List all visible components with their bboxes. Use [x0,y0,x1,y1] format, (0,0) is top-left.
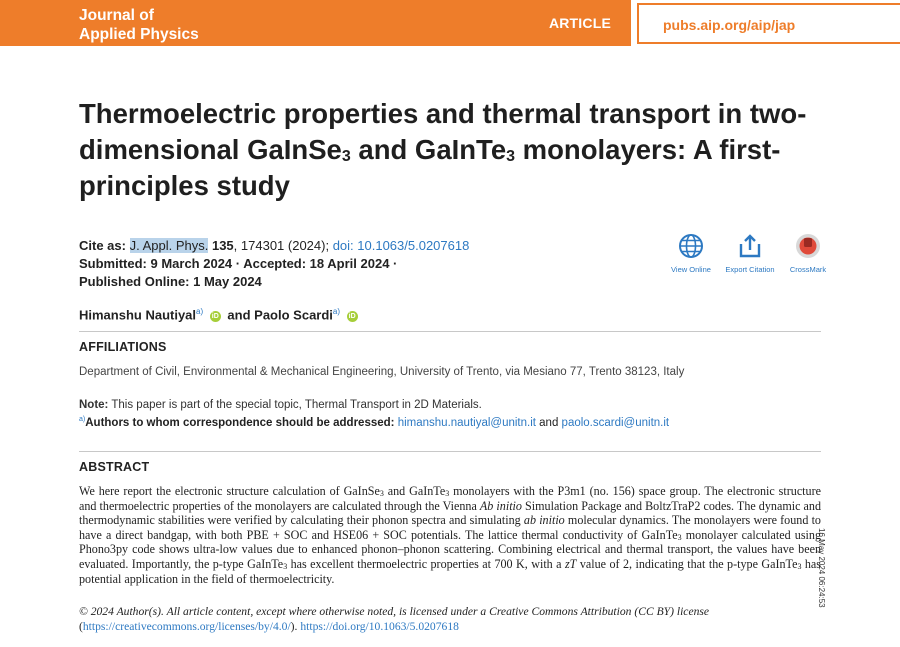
author-name[interactable]: Himanshu Nautiyal [79,307,197,323]
volume: 135 [211,238,234,253]
export-citation-button[interactable]: Export Citation [720,233,780,274]
journal-abbrev: J. Appl. Phys. [129,238,209,253]
publication-date: Published Online: 1 May 2024 [79,274,262,289]
export-icon [737,233,763,259]
author-name[interactable]: Paolo Scardi [254,307,333,323]
email-link[interactable]: himanshu.nautiyal@unitn.it [397,416,536,429]
affiliations-heading: AFFILIATIONS [79,340,167,354]
orcid-icon[interactable]: iD [211,313,219,321]
doi-link[interactable]: doi: 10.1063/5.0207618 [332,238,470,253]
divider [79,451,821,452]
journal-url-box [637,3,900,44]
crossmark-button[interactable]: CrossMark [778,233,838,274]
author-list: Himanshu Nautiyal$^{a)}$ iD and Paolo Scardi$^{a)}$ iD [79,307,356,323]
journal-header [0,0,900,46]
license-statement: © 2024 Author(s). All article content, except where otherwise noted, is licensed under a Creative Commons Attribution (CC BY) license (https://creativecommons.org/licenses/by/4.0/). https://doi.org/10.1063/5.0207618 [79,605,710,633]
view-online-button[interactable]: View Online [661,233,721,274]
header-orange-bar [0,0,631,46]
doi-url-link[interactable]: https://doi.org/10.1063/5.0207618 [300,620,459,633]
orcid-icon[interactable]: iD [348,313,356,321]
abstract-heading: ABSTRACT [79,460,150,474]
affiliation-text: Department of Civil, Environmental & Mechanical Engineering, University of Trento, via Mesiano 77, Trento 38123, Italy [79,366,685,378]
abstract-text: We here report the electronic structure calculation of GaInSe$_3$ and GaInTe$_3$ monolayers with the P3m1 (no. 156) space group. The electronic structure and thermoelectric properties of the monolayers are calculated through the Vienna Ab initio Simulation Package and BoltzTraP2 codes. The dynamic and thermodynamic stabilities were verified by calculating their phonon spectra and simulating ab initio molecular dynamics. The monolayers were found to have a direct bandgap, with both PBE + SOC and HSE06 + SOC potentials. The lattice thermal conductivity of GaInTe$_3$ monolayer calculated using Phono3py code shows ultra-low values due to enhanced phonon–phonon scattering. Combining electrical and thermal transport, the values have been evaluated. Importantly, the p-type GaInTe$_3$ has excellent thermoelectric properties at 700 K, with a zT value of 2, indicating that the p-type GaInTe$_3$ has potential application in the field of thermoelectricity. [79,484,822,586]
journal-name[interactable]: Journal of Applied Physics [79,7,199,43]
citation-block: Cite as: J. Appl. Phys. 135, 174301 (2024); doi: 10.1063/5.0207618 Submitted: 9 March 2024 · Accepted: 18 April 2024 · Published Online: 1 May 2024 [79,238,470,289]
download-timestamp: 16 May 2024 06:24:53 [817,528,826,608]
globe-icon [678,233,704,259]
cc-license-link[interactable]: https://creativecommons.org/licenses/by/4.0/ [82,620,291,633]
journal-url-link[interactable]: pubs.aip.org/aip/jap [663,17,796,33]
paper-title: Thermoelectric properties and thermal transport in two-dimensional GaInSe$_3$ and GaInTe$_3$ monolayers: A first-principles study [79,98,807,201]
email-link[interactable]: paolo.scardi@unitn.it [561,416,670,429]
crossmark-icon [795,233,821,259]
correspondence-line: $^{a)}$Authors to whom correspondence should be addressed: himanshu.nautiyal@unitn.it and paolo.scardi@unitn.it [79,416,670,429]
special-topic-note: Note: This paper is part of the special topic, Thermal Transport in 2D Materials. [79,399,482,411]
divider [79,331,821,332]
submission-dates: Submitted: 9 March 2024 · Accepted: 18 April 2024 · [79,256,398,271]
article-type-label: ARTICLE [548,15,611,31]
